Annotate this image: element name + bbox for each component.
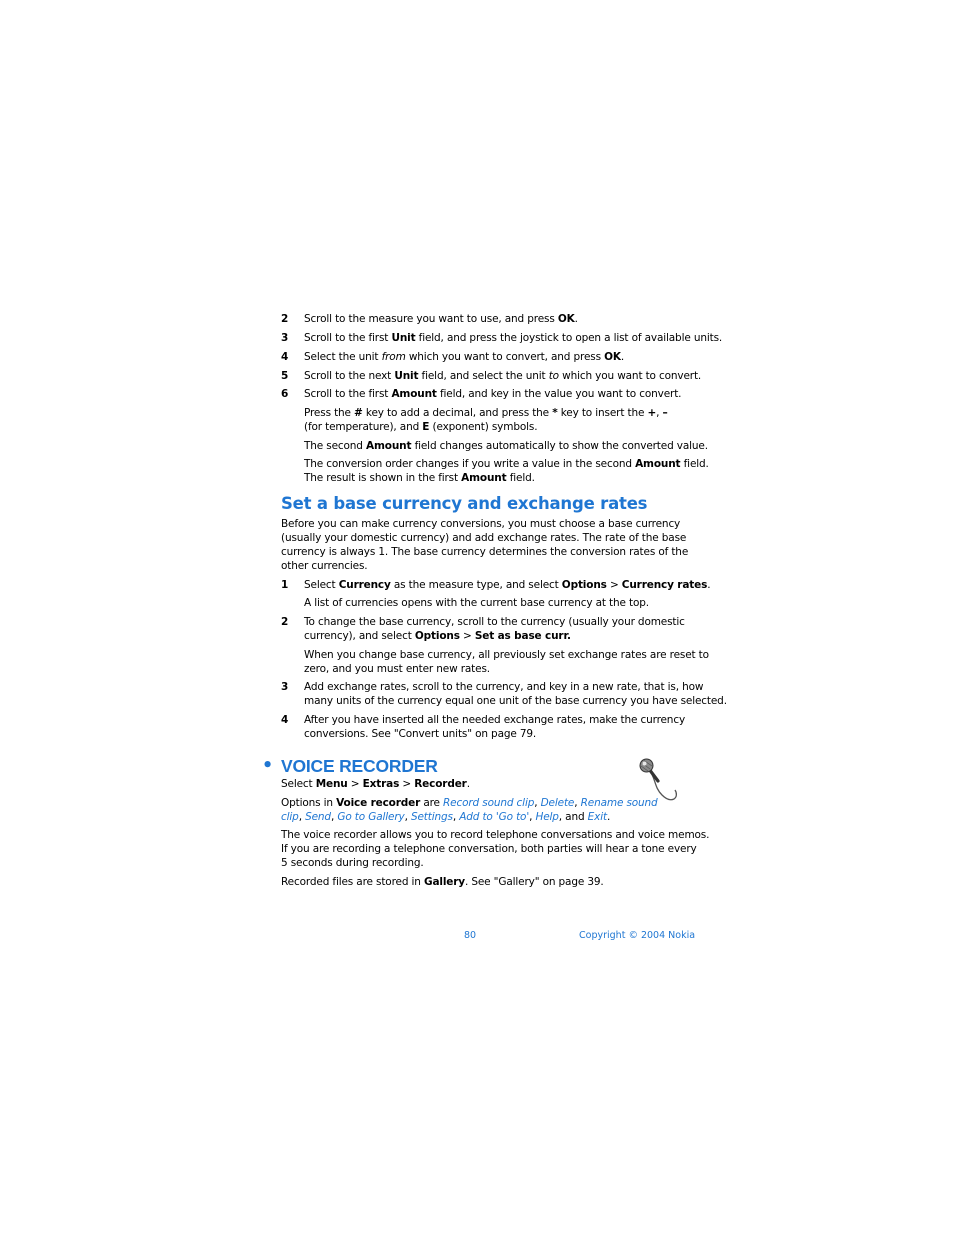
bold-term: Voice recorder (336, 797, 421, 809)
step-text: Add exchange rates, scroll to the currency, and key in a new rate, that is, how (304, 681, 704, 693)
italic-term: to (548, 370, 559, 382)
step-number: 3 (281, 332, 289, 344)
step-text: To change the base currency, scroll to the currency (usually your domestic (304, 616, 685, 628)
bold-term: E (422, 421, 430, 433)
section-heading-currency: Set a base currency and exchange rates (281, 494, 648, 513)
description-line: If you are recording a telephone conversation, both parties will hear a tone every (281, 843, 697, 855)
bold-term: Extras (362, 778, 400, 790)
bold-term: Amount (391, 388, 437, 400)
menu-path: Select Menu > Extras > Recorder. (281, 778, 470, 790)
bold-term: OK (557, 313, 575, 325)
step-note: When you change base currency, all previously set exchange rates are reset to (304, 649, 709, 661)
menu-option: Record sound clip (443, 797, 535, 809)
step-number: 2 (281, 313, 289, 325)
menu-option: clip (281, 811, 299, 823)
step-note: Press the # key to add a decimal, and press the * key to insert the +, – (304, 407, 668, 419)
step-text: Scroll to the first Unit field, and press the joystick to open a list of available units. (304, 332, 723, 344)
bold-term: Recorder (414, 778, 467, 790)
bold-term: Currency (338, 579, 391, 591)
bold-term: OK (604, 351, 621, 363)
bold-term: Set as base curr. (474, 630, 571, 642)
bold-term: # (354, 407, 363, 419)
step-number: 2 (281, 616, 289, 628)
options-line: Options in Voice recorder are Record sound clip, Delete, Rename sound (281, 797, 658, 809)
menu-option: Settings (410, 811, 453, 823)
intro-line: currency is always 1. The base currency determines the conversion rates of the (281, 546, 689, 558)
step-number: 3 (281, 681, 289, 693)
step-text: After you have inserted all the needed exchange rates, make the currency (304, 714, 686, 726)
bold-term: Options (414, 630, 460, 642)
copyright: Copyright © 2004 Nokia (579, 930, 696, 941)
step-text: Scroll to the first Amount field, and key in the value you want to convert. (304, 388, 682, 400)
bold-term: Amount (635, 458, 681, 470)
menu-option: Go to Gallery (337, 811, 405, 823)
step-number: 4 (281, 714, 289, 726)
intro-line: other currencies. (281, 560, 368, 572)
intro-line: Before you can make currency conversions, you must choose a base currency (281, 518, 681, 530)
bold-term: Gallery (423, 876, 465, 888)
bold-term: Amount (366, 440, 412, 452)
bold-term: Menu (315, 778, 348, 790)
bold-term: * (552, 407, 558, 419)
bold-term: Unit (391, 332, 416, 344)
section-bullet: • (262, 756, 274, 776)
step-number: 1 (281, 579, 289, 591)
bold-term: Unit (394, 370, 419, 382)
step-text: Select Currency as the measure type, and select Options > Currency rates. (304, 579, 711, 591)
intro-line: (usually your domestic currency) and add exchange rates. The rate of the base (281, 532, 687, 544)
step-number: 5 (281, 370, 289, 382)
description-line: The voice recorder allows you to record telephone conversations and voice memos. (281, 829, 710, 841)
section-heading-voice-recorder: VOICE RECORDER (281, 756, 438, 776)
italic-term: from (381, 351, 406, 363)
step-text: conversions. See "Convert units" on page 79. (304, 728, 537, 740)
bold-term: Amount (461, 472, 507, 484)
bold-term: Options (561, 579, 607, 591)
bold-term: + (647, 407, 657, 419)
menu-option: Help (535, 811, 559, 823)
menu-option: Send (305, 811, 331, 823)
menu-option: Delete (540, 797, 575, 809)
bold-term: – (662, 407, 668, 419)
step-text: currency), and select Options > Set as base curr. (304, 630, 571, 642)
menu-option: Rename sound (580, 797, 658, 809)
step-note: The second Amount field changes automatically to show the converted value. (304, 440, 708, 452)
step-number: 6 (281, 388, 289, 400)
step-note: (for temperature), and E (exponent) symbols. (304, 421, 538, 433)
bold-term: Currency rates (621, 579, 708, 591)
step-text: Scroll to the next Unit field, and select the unit to which you want to convert. (304, 370, 702, 382)
description-line: 5 seconds during recording. (281, 857, 424, 869)
storage-note: Recorded files are stored in Gallery. See "Gallery" on page 39. (281, 876, 604, 888)
step-text: Select the unit from which you want to convert, and press OK. (304, 351, 625, 363)
menu-option: Add to 'Go to' (459, 811, 530, 823)
step-number: 4 (281, 351, 289, 363)
step-note: A list of currencies opens with the current base currency at the top. (304, 597, 649, 609)
page-number: 80 (464, 930, 477, 941)
step-text: Scroll to the measure you want to use, and press OK. (304, 313, 578, 325)
step-note: The result is shown in the first Amount field. (304, 472, 535, 484)
menu-option: Exit (587, 811, 607, 823)
step-note: zero, and you must enter new rates. (304, 663, 490, 675)
step-text: many units of the currency equal one unit of the base currency you have selected. (304, 695, 727, 707)
options-line: clip, Send, Go to Gallery, Settings, Add to 'Go to', Help, and Exit. (281, 811, 611, 823)
step-note: The conversion order changes if you write a value in the second Amount field. (304, 458, 709, 470)
